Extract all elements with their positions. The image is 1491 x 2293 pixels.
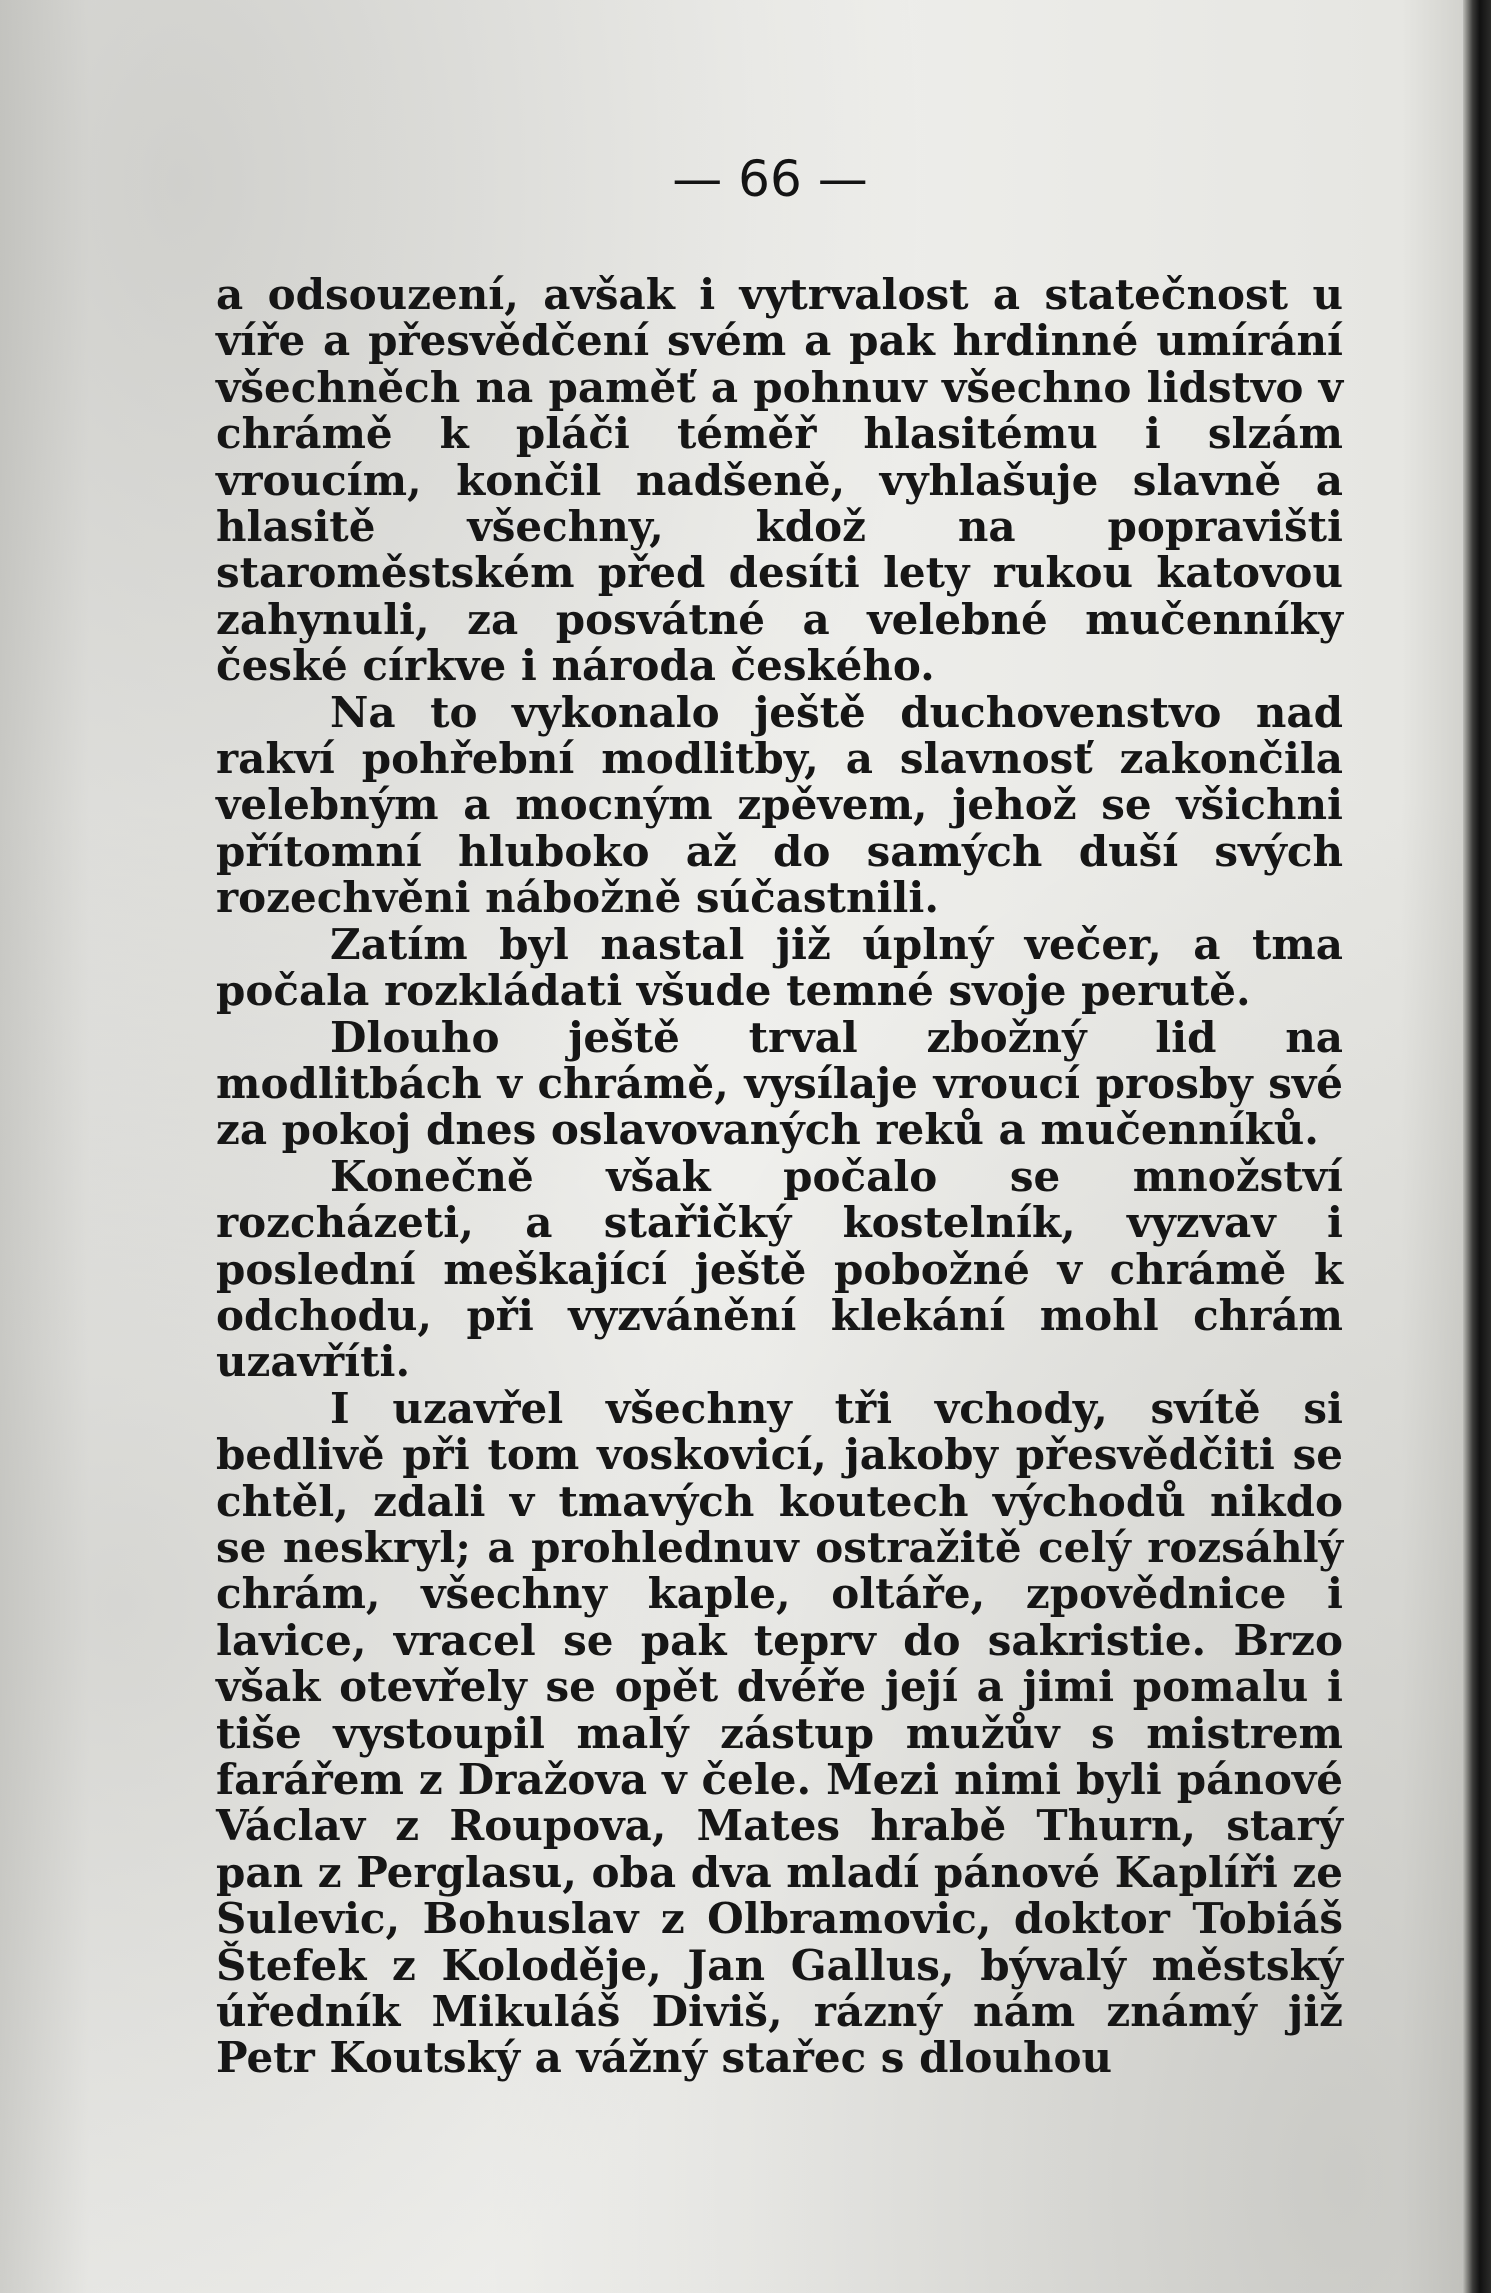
page-edge-shadow bbox=[1463, 0, 1491, 2293]
paragraph: Konečně však počalo se množství rozcházeti, a stařičký kostelník, vyzvav i poslední meškající ještě pobožné v chrámě k odchodu, při vyzvánění klekání mohl chrám uzavříti. bbox=[216, 1151, 1343, 1387]
paragraph: a odsouzení, avšak i vytrvalost a statečnost u víře a přesvědčení svém a pak hrdinné umírání všechněch na paměť a pohnuv všechno lidstvo v chrámě k pláči téměř hlasitému i slzám vroucím, končil nadšeně, vyhlašuje slavně a hlasitě všechny, kdož na popravišti staroměstském před desíti lety rukou katovou zahynuli, za posvátné a velebné mučenníky české církve i národa českého. bbox=[216, 270, 1343, 691]
page-number: — 66 — bbox=[672, 150, 868, 208]
paragraph: Dlouho ještě trval zbožný lid na modlitbách v chrámě, vysílaje vroucí prosby své za pokoj dnes oslavovaných reků a mučenníků. bbox=[216, 1012, 1343, 1155]
paragraph: Zatím byl nastal již úplný večer, a tma počala rozkládati všude temné svoje perutě. bbox=[216, 919, 1343, 1016]
body-text bbox=[216, 272, 1343, 2082]
paragraph: Na to vykonalo ještě duchovenstvo nad rakví pohřební modlitby, a slavnosť zakončila velebným a mocným zpěvem, jehož se všichni přítomní hluboko až do samých duší svých rozechvěni nábožně súčastnili. bbox=[216, 687, 1343, 923]
paragraph: I uzavřel všechny tři vchody, svítě si bedlivě při tom voskovicí, jakoby přesvědčiti se chtěl, zdali v tmavých koutech východů nikdo se neskryl; a prohlednuv ostražitě celý rozsáhlý chrám, všechny kaple, oltáře, zpovědnice i lavice, vracel se pak teprv do sakristie. Brzo však otevřely se opět dvéře její a jimi pomalu i tiše vystoupil malý zástup mužův s mistrem farářem z Dražova v čele. Mezi nimi byli pánové Václav z Roupova, Mates hrabě Thurn, starý pan z Perglasu, oba dva mladí pánové Kaplíři ze Sulevic, Bohuslav z Olbramovic, doktor Tobiáš Štefek z Koloděje, Jan Gallus, bývalý městský úředník Mikuláš Diviš, rázný nám známý již Petr Koutský a vážný stařec s dlouhou bbox=[216, 1383, 1344, 2083]
